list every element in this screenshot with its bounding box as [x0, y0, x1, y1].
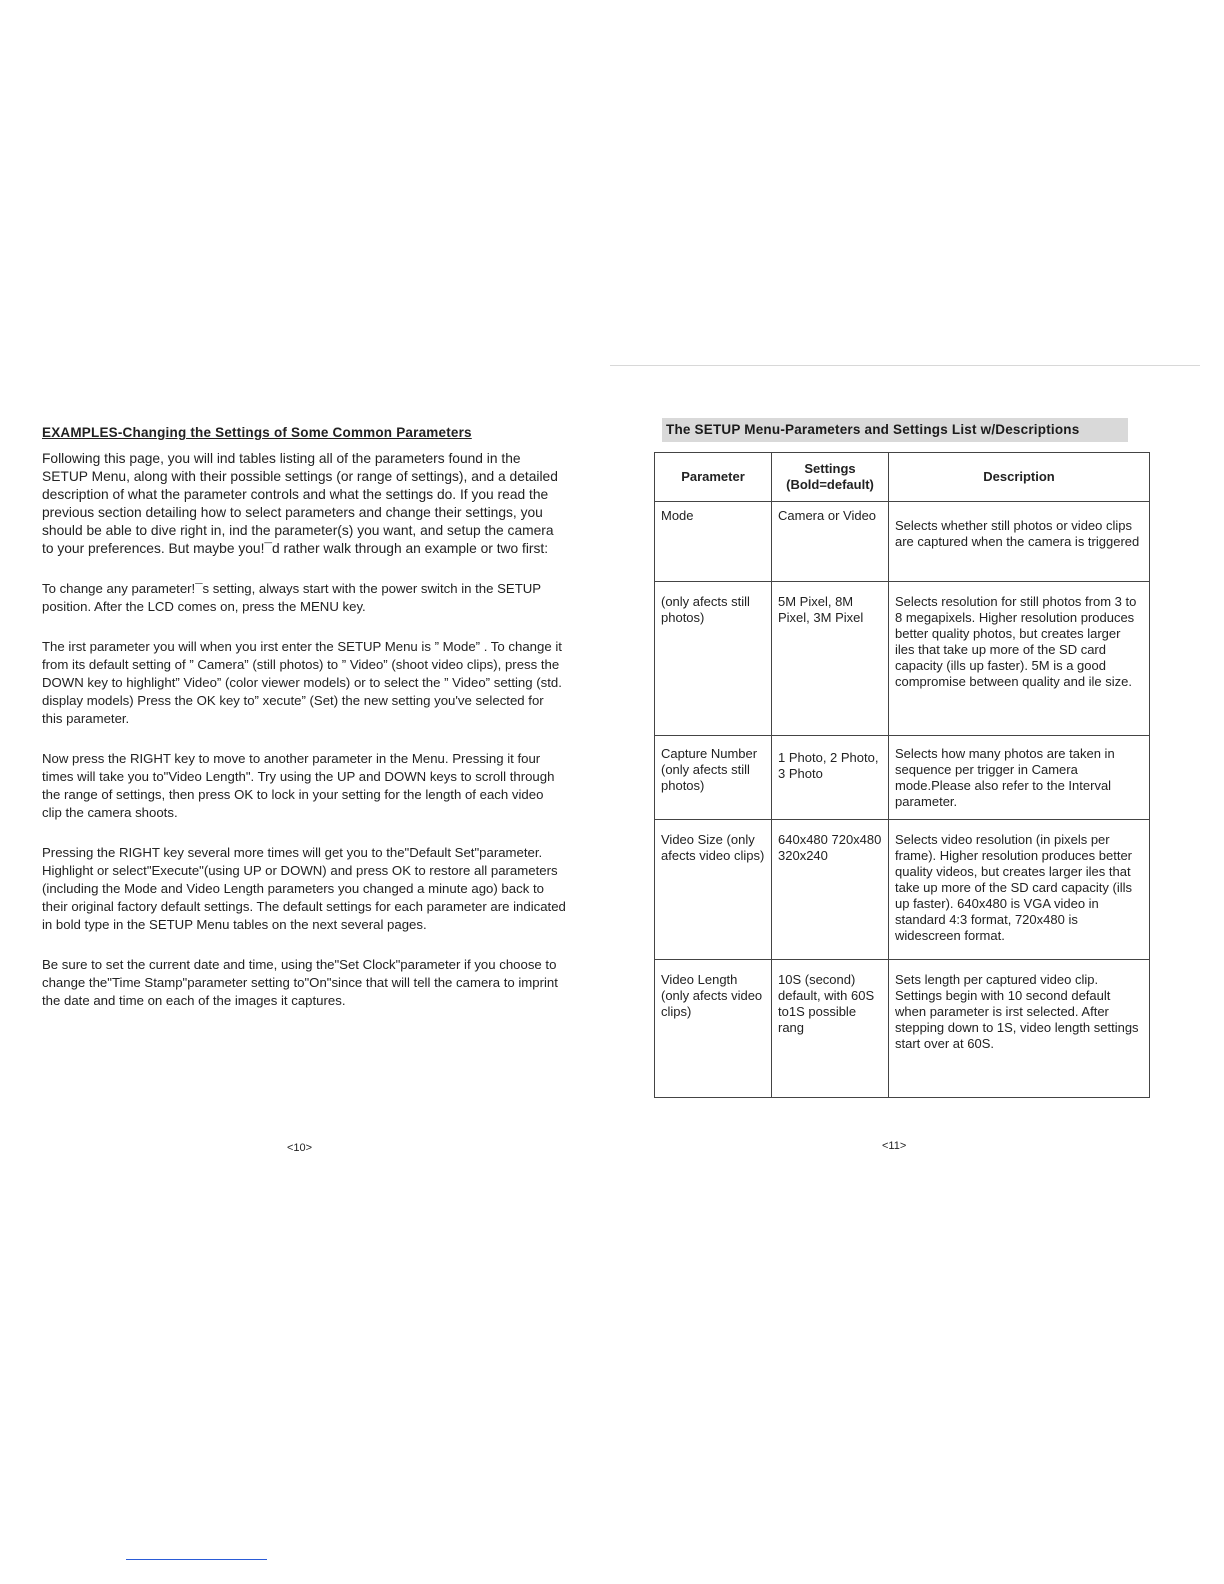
- cell-parameter: Video Size (only afects video clips): [655, 820, 772, 960]
- header-parameter: Parameter: [655, 453, 772, 502]
- left-page-body: [42, 450, 566, 1032]
- cell-settings: 1 Photo, 2 Photo, 3 Photo: [772, 736, 889, 820]
- paragraph-intro: Following this page, you will ind tables listing all of the parameters found in the SETUP Menu, along with their possible settings (or range of settings), and a detailed description of what the parameter controls and what the settings do. If you read the previous section detailing how to select parameters and change their settings, you should be able to dive right in, ind the parameter(s) you want, and setup the camera to your preferences. But maybe you!¯d rather walk through an example or two first:: [42, 451, 558, 556]
- cell-description: Selects whether still photos or video clips are captured when the camera is triggered: [889, 502, 1150, 582]
- paragraph-right-key: Now press the RIGHT key to move to another parameter in the Menu. Pressing it four times will take you to"Video Length". Try using the UP and DOWN keys to scroll through the range of settings, then press OK to lock in your setting for the length of each video clip the camera shoots.: [42, 751, 555, 820]
- cell-description: Sets length per captured video clip. Settings begin with 10 second default when parameter is irst selected. After stepping down to 1S, video length settings start over at 60S.: [889, 960, 1150, 1098]
- cell-settings: 10S (second) default, with 60S to1S possible rang: [772, 960, 889, 1098]
- paragraph-mode: The irst parameter you will when you irst enter the SETUP Menu is ” Mode” . To change it from its default setting of ” Camera” (still photos) to ” Video” (shoot video clips), press the DOWN key to highlight” Video” (color viewer models) or to select the ” Video” setting (std. display models) Press the OK key to” xecute” (Set) the new setting you've selected for this parameter.: [42, 639, 562, 726]
- paragraph-set-clock: Be sure to set the current date and time, using the"Set Clock"parameter if you choose to change the"Time Stamp"parameter setting to"On"since that will tell the camera to imprint the date and time on each of the images it captures.: [42, 957, 558, 1008]
- cell-settings: 640x480 720x480 320x240: [772, 820, 889, 960]
- table-row: [655, 502, 1150, 582]
- paragraph-default-set: Pressing the RIGHT key several more times will get you to the"Default Set"parameter. Highlight or select"Execute"(using UP or DOWN) and press OK to restore all parameters (including the Mode and Video Length parameters you changed a minute ago) back to their original factory default settings. The default settings for each parameter are indicated in bold type in the SETUP Menu tables on the next several pages.: [42, 845, 566, 932]
- header-description: Description: [889, 453, 1150, 502]
- paragraph-power-switch: To change any parameter!¯s setting, always start with the power switch in the SETUP position. After the LCD comes on, press the MENU key.: [42, 581, 541, 614]
- cell-parameter: (only afects still photos): [655, 582, 772, 736]
- table-row: [655, 736, 1150, 820]
- cell-settings: 5M Pixel, 8M Pixel, 3M Pixel: [772, 582, 889, 736]
- scan-artifact-underline: [126, 1559, 267, 1560]
- table-row: [655, 582, 1150, 736]
- cell-parameter: Video Length (only afects video clips): [655, 960, 772, 1098]
- page-number-left: <10>: [287, 1142, 313, 1154]
- cell-parameter: Mode: [655, 502, 772, 582]
- header-settings: Settings (Bold=default): [772, 453, 889, 502]
- cell-parameter: Capture Number (only afects still photos): [655, 736, 772, 820]
- setup-menu-table: [654, 452, 1150, 1098]
- table-row: [655, 960, 1150, 1098]
- table-row: [655, 820, 1150, 960]
- cell-description: Selects resolution for still photos from 3 to 8 megapixels. Higher resolution produces better quality photos, but creates larger iles that take up more of the SD card capacity (ills up faster). 5M is a good compromise between quality and ile size.: [889, 582, 1150, 736]
- cell-description: Selects how many photos are taken in sequence per trigger in Camera mode.Please also refer to the Interval parameter.: [889, 736, 1150, 820]
- cell-description: Selects video resolution (in pixels per frame). Higher resolution produces better quality videos, but creates larger iles that take up more of the SD card capacity (ills up faster). 640x480 is VGA video in standard 4:3 format, 720x480 is widescreen format.: [889, 820, 1150, 960]
- left-page-heading: EXAMPLES-Changing the Settings of Some Common Parameters: [42, 425, 472, 440]
- table-header-row: [655, 453, 1150, 502]
- page-number-right: <11>: [882, 1140, 907, 1152]
- cell-settings: Camera or Video: [772, 502, 889, 582]
- right-page-heading: The SETUP Menu-Parameters and Settings List w/Descriptions: [662, 418, 1128, 442]
